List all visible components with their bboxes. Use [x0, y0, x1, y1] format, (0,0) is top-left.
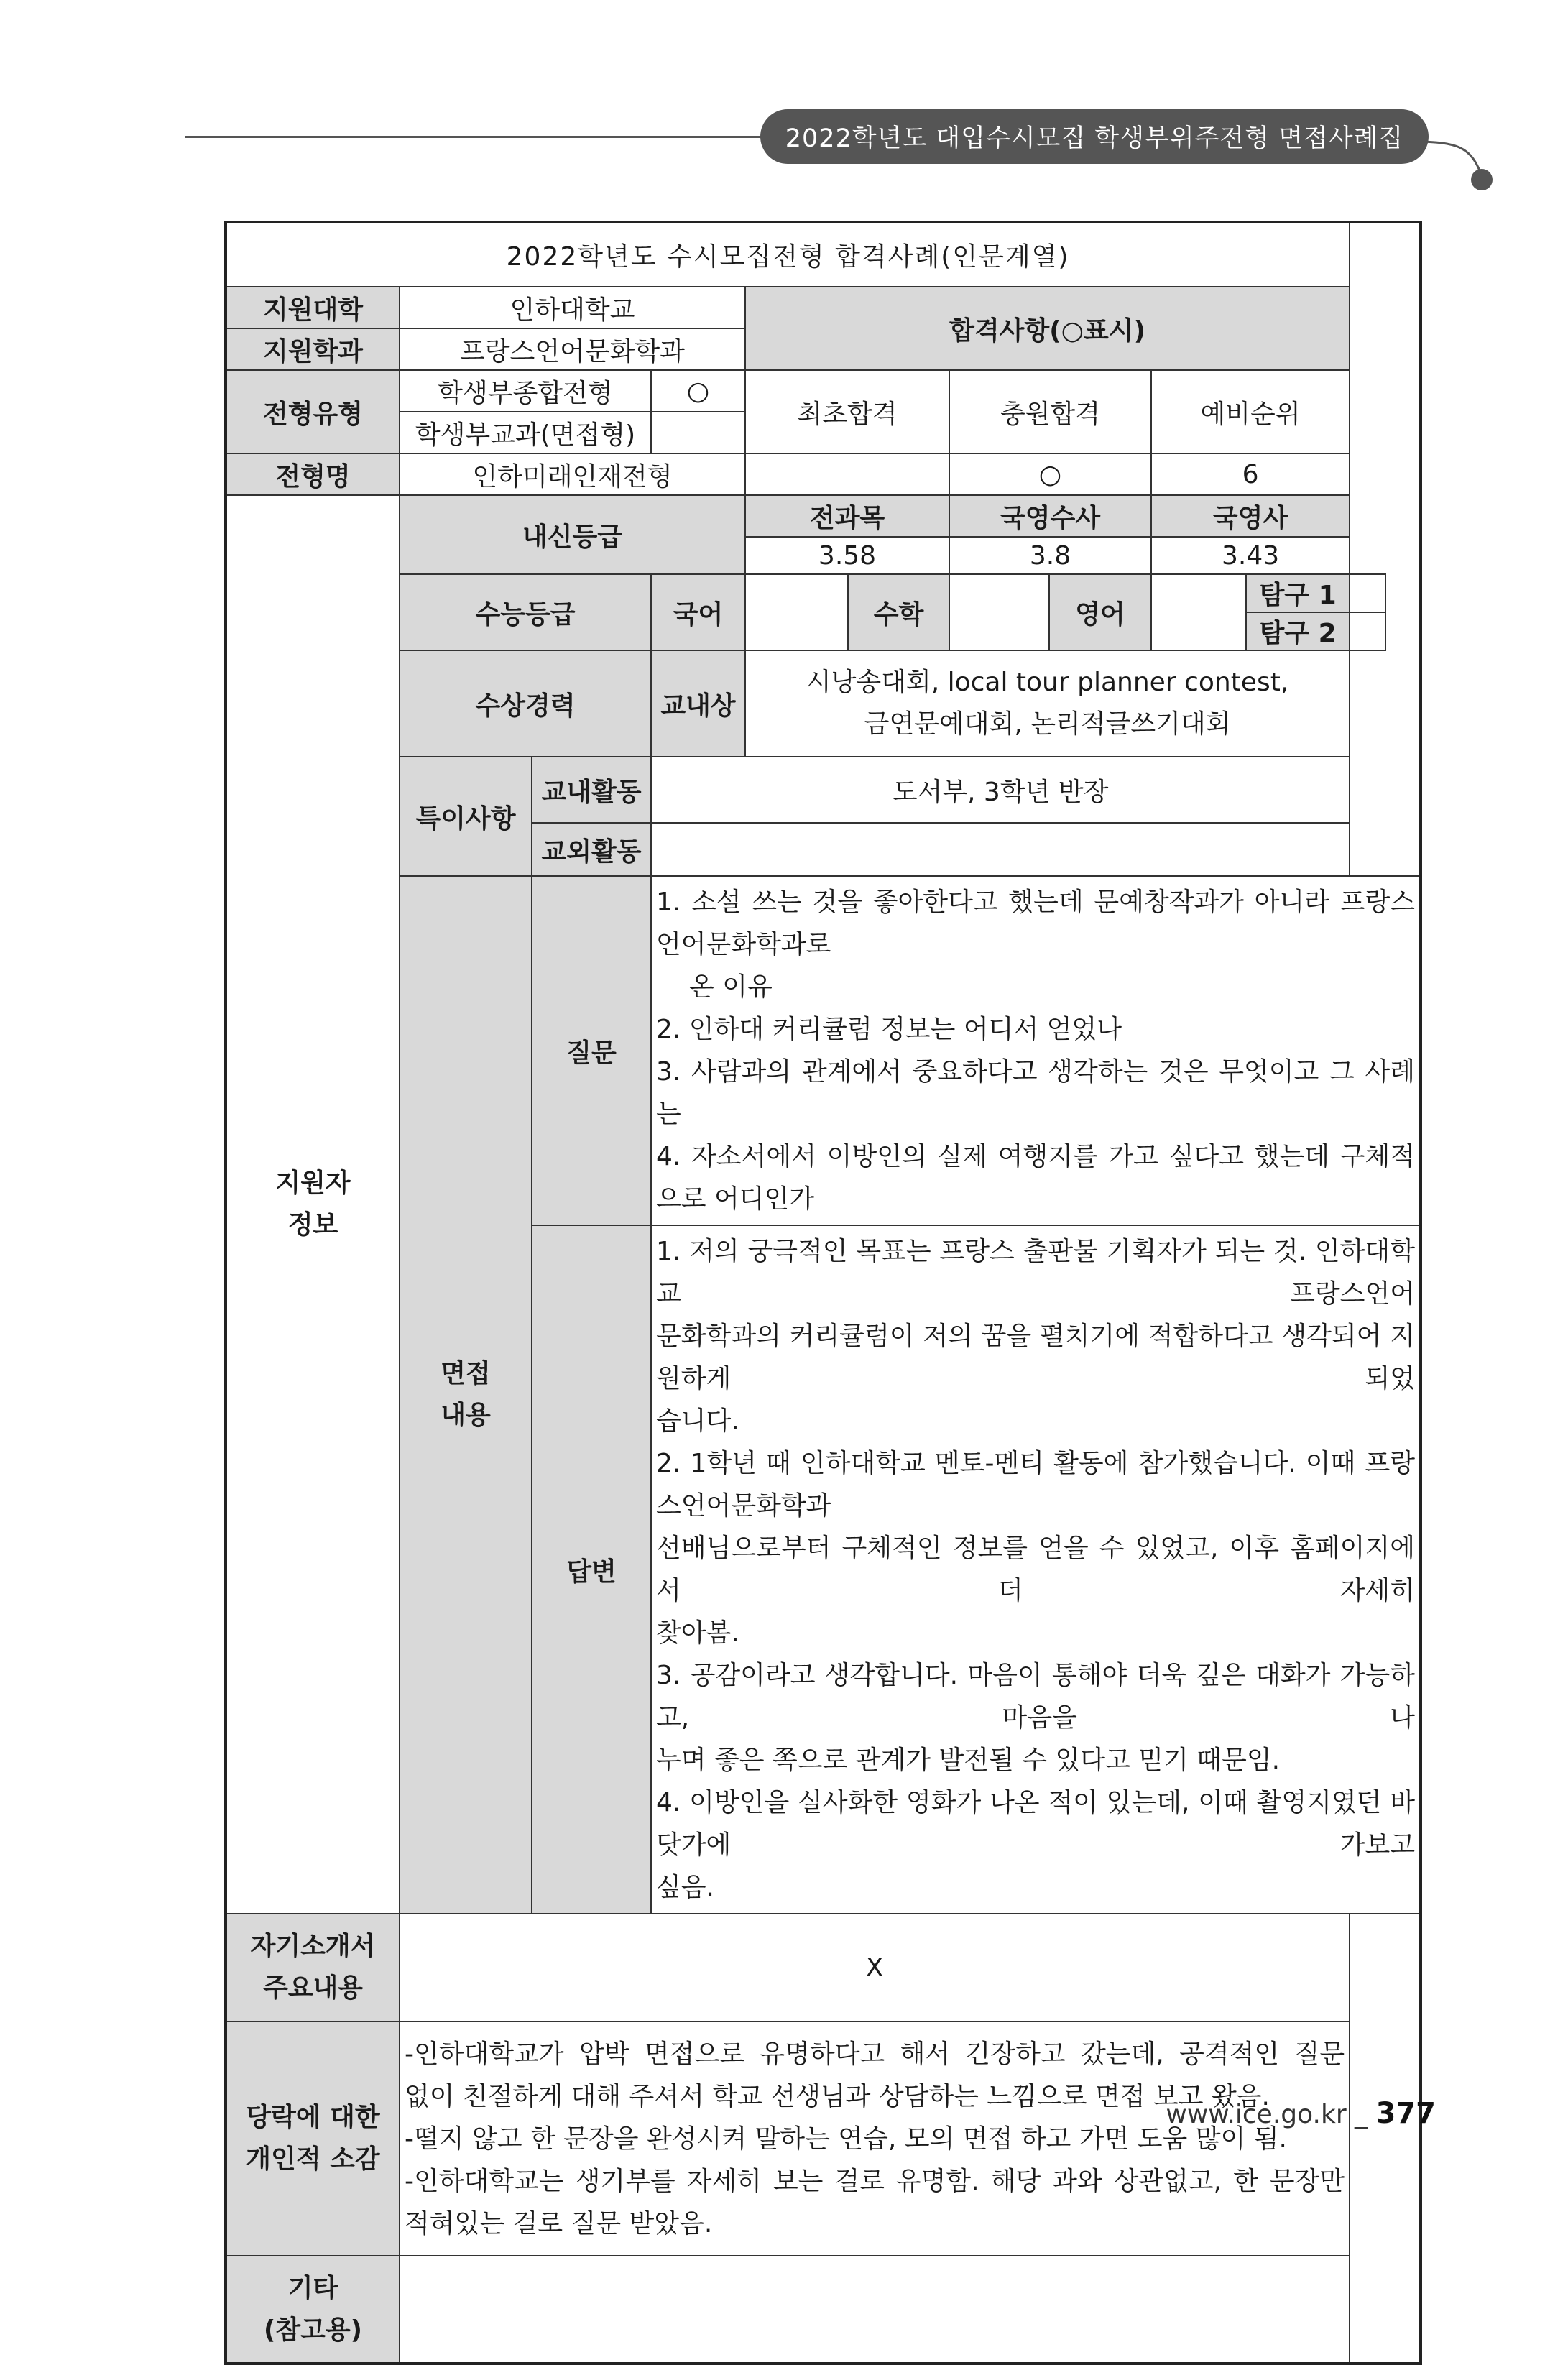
award-type: 교내상 [651, 650, 745, 757]
type-option-2: 학생부교과(면접형) [400, 412, 651, 453]
dept-value: 프랑스언어문화학과 [400, 328, 745, 370]
subject-korean: 국어 [651, 574, 745, 650]
dept-label: 지원학과 [226, 328, 400, 370]
type-option-1-mark: ○ [651, 370, 745, 412]
interview-label: 면접 내용 [400, 876, 532, 1914]
outschool-value [651, 823, 1350, 876]
grade-english [1151, 574, 1246, 650]
question-line: 3. 사람과의 관계에서 중요하다고 생각하는 것은 무엇이고 그 사례는 [656, 1057, 1415, 1129]
tamgu2-label: 탐구 2 [1246, 612, 1350, 650]
answer-list [651, 1225, 1421, 1914]
page-number: 377 [1375, 2097, 1436, 2130]
univ-label: 지원대학 [226, 287, 400, 328]
tamgu2-value [1350, 612, 1385, 650]
question-line: 2. 인하대 커리큘럼 정보는 어디서 얻었나 [656, 1015, 1122, 1044]
pass-col-waitlist: 예비순위 [1151, 370, 1350, 453]
answer-line: 2. 1학년 때 인하대학교 멘토-멘티 활동에 참가했습니다. 이때 프랑스언어문화학과 [656, 1449, 1415, 1521]
inschool-label: 교내활동 [532, 757, 651, 823]
subject-math: 수학 [848, 574, 949, 650]
question-list [651, 876, 1421, 1225]
answer-line: 3. 공감이라고 생각합니다. 마음이 통해야 더욱 깊은 대화가 가능하고, 마음을 나 [656, 1661, 1415, 1733]
answer-line: 습니다. [656, 1406, 739, 1436]
answer-line: 4. 이방인을 실사화한 영화가 나온 적이 있는데, 이때 촬영지였던 바닷가에 가보고 [656, 1788, 1415, 1860]
etc-label: 기타 (참고용) [226, 2256, 400, 2364]
special-label: 특이사항 [400, 757, 532, 876]
question-label: 질문 [532, 876, 651, 1225]
impression-line: -떨지 않고 한 문장을 완성시켜 말하는 연습, 모의 면접 하고 가면 도움 많이 됨. [405, 2124, 1287, 2154]
etc-value [400, 2256, 1350, 2364]
answer-line: 1. 저의 궁극적인 목표는 프랑스 출판물 기획자가 되는 것. 인하대학교 프랑스언어 [656, 1237, 1415, 1309]
grade-math [949, 574, 1049, 650]
award-label: 수상경력 [400, 650, 651, 757]
table-title: 2022학년도 수시모집전형 합격사례(인문계열) [226, 222, 1350, 287]
pass-header: 합격사항(○표시) [745, 287, 1350, 370]
essay-label: 자기소개서 주요내용 [226, 1914, 400, 2021]
type-label: 전형유형 [226, 370, 400, 453]
subject-english: 영어 [1049, 574, 1151, 650]
answer-line: 선배님으로부터 구체적인 정보를 얻을 수 있었고, 이후 홈페이지에서 더 자세히 [656, 1534, 1415, 1605]
gpa-val-all: 3.58 [745, 537, 949, 574]
impression-line: 적혀있는 걸로 질문 받았음. [405, 2208, 713, 2239]
suneung-label: 수능등급 [400, 574, 651, 650]
answer-label: 답변 [532, 1225, 651, 1914]
grade-korean [745, 574, 848, 650]
name-value: 인하미래인재전형 [400, 453, 745, 495]
impression-line: -인하대학교가 압박 면접으로 유명하다고 해서 긴장하고 갔는데, 공격적인 질문 [405, 2039, 1345, 2069]
header-rule [185, 136, 775, 138]
impression-list [400, 2021, 1350, 2256]
gpa-label: 내신등급 [400, 495, 745, 574]
impression-line: 없이 친절하게 대해 주셔서 학교 선생님과 상담하는 느낌으로 면접 보고 왔음. [405, 2081, 1270, 2111]
pass-val-additional: ○ [949, 453, 1151, 495]
footer-site: www.ice.go.kr _ [1166, 2100, 1376, 2129]
running-title: 2022학년도 대입수시모집 학생부위주전형 면접사례집 [760, 109, 1429, 164]
answer-line: 싶음. [656, 1873, 714, 1902]
pass-col-additional: 충원합격 [949, 370, 1151, 453]
type-option-2-mark [651, 412, 745, 453]
pass-col-first: 최초합격 [745, 370, 949, 453]
gpa-val-kems: 3.8 [949, 537, 1151, 574]
impression-line: -인하대학교는 생기부를 자세히 보는 걸로 유명함. 해당 과와 상관없고, 한 문장만 [405, 2166, 1345, 2196]
essay-value: X [400, 1914, 1350, 2021]
gpa-col-kems: 국영수사 [949, 495, 1151, 537]
univ-value: 인하대학교 [400, 287, 745, 328]
award-list: 시낭송대회, local tour planner contest, 금연문예대회, 논리적글쓰기대회 [745, 650, 1350, 757]
inschool-value: 도서부, 3학년 반장 [651, 757, 1350, 823]
page-footer [1166, 2097, 1436, 2130]
answer-line: 누며 좋은 쪽으로 관계가 발전될 수 있다고 믿기 때문임. [656, 1746, 1281, 1775]
tamgu1-value [1350, 574, 1385, 612]
pass-val-first [745, 453, 949, 495]
gpa-col-kes: 국영사 [1151, 495, 1350, 537]
answer-line: 문화학과의 커리큘럼이 저의 꿈을 펼치기에 적합하다고 생각되어 지원하게 되었 [656, 1322, 1415, 1393]
outschool-label: 교외활동 [532, 823, 651, 876]
name-label: 전형명 [226, 453, 400, 495]
admission-case-table [224, 221, 1422, 2365]
type-option-1: 학생부종합전형 [400, 370, 651, 412]
pass-val-waitlist: 6 [1151, 453, 1350, 495]
question-line: 1. 소설 쓰는 것을 좋아한다고 했는데 문예창작과가 아니라 프랑스언어문화학과로 [656, 888, 1415, 959]
gpa-col-all: 전과목 [745, 495, 949, 537]
question-line: 4. 자소서에서 이방인의 실제 여행지를 가고 싶다고 했는데 구체적으로 어디인가 [656, 1142, 1415, 1214]
answer-line: 찾아봄. [656, 1618, 739, 1648]
gpa-val-kes: 3.43 [1151, 537, 1350, 574]
impression-label: 당락에 대한 개인적 소감 [226, 2021, 400, 2256]
tamgu1-label: 탐구 1 [1246, 574, 1350, 612]
applicant-label: 지원자 정보 [226, 495, 400, 1914]
question-line: 온 이유 [689, 972, 773, 1002]
